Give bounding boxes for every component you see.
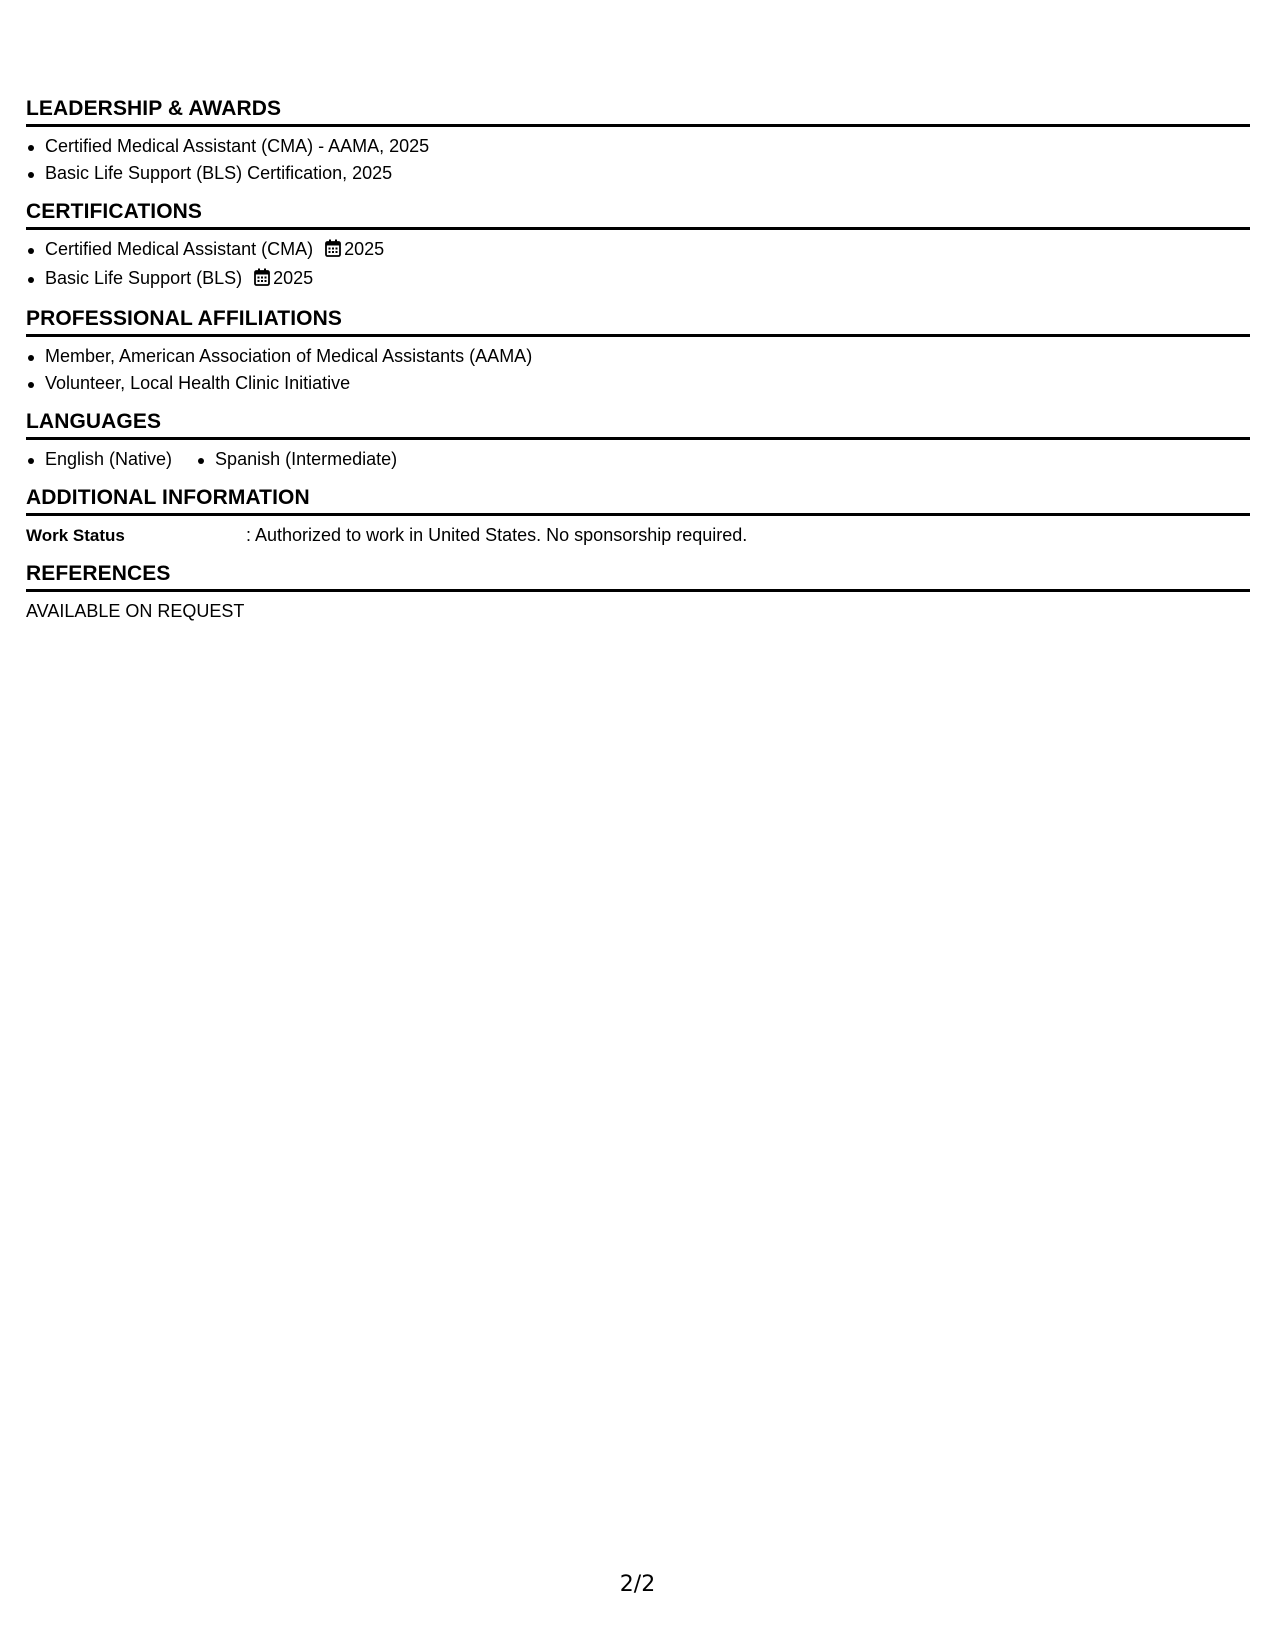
page-number: 2/2 (619, 1572, 656, 1597)
references-text: AVAILABLE ON REQUEST (26, 601, 245, 621)
section-title: LEADERSHIP & AWARDS (26, 97, 282, 120)
language-item: Spanish (Intermediate) (196, 446, 397, 473)
work-status-value: : Authorized to work in United States. No sponsorship required. (246, 525, 748, 545)
section-divider (26, 227, 1250, 230)
language-item: English (Native) (26, 446, 172, 473)
additional-info-section (26, 485, 1250, 549)
section-divider (26, 437, 1250, 440)
affiliations-section (26, 306, 1250, 397)
list-item: Certified Medical Assistant (CMA) - AAMA, 2025 (26, 133, 1250, 160)
work-status-label: Work Status (26, 526, 125, 545)
list-item: Volunteer, Local Health Clinic Initiative (26, 370, 1250, 397)
languages-list (26, 446, 1250, 473)
list-item: Basic Life Support (BLS) Certification, 2025 (26, 160, 1250, 187)
certification-year: 2025 (344, 239, 385, 259)
certifications-section (26, 199, 1250, 294)
section-title: REFERENCES (26, 562, 171, 585)
list-item: Member, American Association of Medical Assistants (AAMA) (26, 343, 1250, 370)
section-title: CERTIFICATIONS (26, 200, 203, 223)
leadership-list (26, 133, 1250, 187)
languages-section (26, 409, 1250, 473)
section-title: LANGUAGES (26, 410, 162, 433)
resume-page (26, 96, 1250, 625)
certification-name: Basic Life Support (BLS) (45, 268, 243, 288)
certifications-list (26, 236, 1250, 294)
work-status-row (26, 522, 1250, 549)
section-title: PROFESSIONAL AFFILIATIONS (26, 307, 342, 330)
calendar-icon (254, 267, 270, 294)
section-divider (26, 589, 1250, 592)
leadership-section (26, 96, 1250, 187)
calendar-icon (325, 238, 341, 265)
list-item (26, 236, 1250, 265)
certification-name: Certified Medical Assistant (CMA) (45, 239, 314, 259)
section-divider (26, 124, 1250, 127)
list-item (26, 265, 1250, 294)
references-section (26, 561, 1250, 625)
section-divider (26, 513, 1250, 516)
certification-year: 2025 (273, 268, 314, 288)
affiliations-list (26, 343, 1250, 397)
section-title: ADDITIONAL INFORMATION (26, 486, 310, 509)
section-divider (26, 334, 1250, 337)
